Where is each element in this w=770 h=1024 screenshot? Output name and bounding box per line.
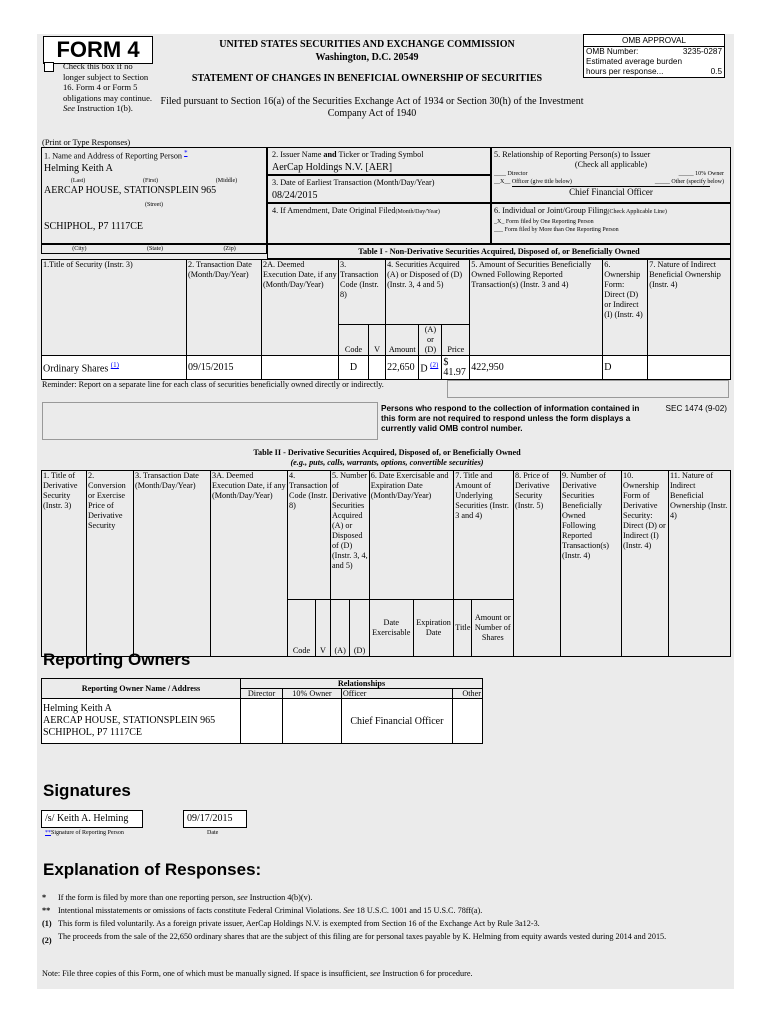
- city-sublabels: [41, 244, 267, 254]
- reminder-box: [42, 402, 378, 440]
- t2-c6: 6. Date Exercisable and Expiration Date (Month/Day/Year): [369, 471, 454, 600]
- note-see: see: [369, 969, 381, 978]
- t1-col7: 7. Nature of Indirect Beneficial Ownership (Instr. 4): [648, 260, 731, 356]
- t2-s-title: Title: [454, 600, 472, 657]
- checkbox-label: [63, 61, 155, 114]
- t1-col4: 4. Securities Acquired (A) or Disposed of (D) (Instr. 3, 4 and 5): [386, 260, 470, 325]
- label-4: 4. If Amendment, Date Original Filed: [272, 206, 396, 215]
- t1-col5: 5. Amount of Securities Beneficially Owned Following Reported Transaction(s) (Instr. 3 and 4): [470, 260, 603, 356]
- t1-sub-aord: (A) or (D): [419, 325, 442, 356]
- t2-c10: 10. Ownership Form of Derivative Security: Direct (D) or Indirect (I) (Instr. 4): [622, 471, 669, 657]
- form-title: FORM 4: [43, 36, 153, 64]
- note-a: Note: File three copies of this Form, one of which must be manually signed. If space is insufficient,: [42, 969, 368, 978]
- list-item: [42, 905, 728, 916]
- n3-mark: (1): [42, 919, 52, 928]
- reminder-text: Reminder: Report on a separate line for each class of securities beneficially owned directly or indirectly.: [42, 380, 384, 389]
- agency-heading: [187, 38, 547, 64]
- zip-label: (Zip): [223, 246, 236, 252]
- list-item: [42, 931, 728, 946]
- ro-officer-value: Chief Financial Officer: [341, 699, 452, 744]
- t1-row-price-symbol: $: [443, 356, 449, 368]
- print-type-note: (Print or Type Responses): [42, 137, 131, 147]
- t1-row-code: D: [339, 356, 369, 380]
- signature-value: /s/ Keith A. Helming: [41, 810, 143, 828]
- t1-sub-price: Price: [442, 325, 470, 356]
- relationship-row-1: [492, 170, 730, 178]
- issuer-name: AerCap Holdings N.V. [AER]: [272, 162, 393, 173]
- relationship-cell: [491, 147, 731, 203]
- label-4-small: (Month/Day/Year): [395, 209, 440, 215]
- middle-label: (Middle): [215, 177, 238, 184]
- relationship-row-2: [492, 178, 730, 186]
- filing-cell: [491, 203, 731, 244]
- reminder-box-right: [447, 380, 729, 398]
- filing-label: [492, 204, 730, 218]
- n2-text: [58, 905, 482, 916]
- state-label: (State): [147, 246, 163, 252]
- label-5b: (Check all applicable): [574, 160, 648, 169]
- table2-subtitle: (e.g., puts, calls, warrants, options, convertible securities): [290, 458, 484, 467]
- t1-row-v: [369, 356, 386, 380]
- reporting-owners-heading: Reporting Owners: [43, 650, 191, 669]
- label-1: 1. Name and Address of Reporting Person: [44, 151, 183, 161]
- label-6-small: (Check Applicable Line): [607, 209, 667, 215]
- last-label: (Last): [70, 177, 86, 184]
- t1-row-form: D: [603, 356, 648, 380]
- t2-s-date-ex: Date Exercisable: [369, 600, 413, 657]
- n1-text: [58, 892, 312, 903]
- n2-mark: **: [42, 906, 51, 915]
- issuer-cell: [267, 147, 491, 175]
- explanation-list: [42, 892, 728, 948]
- ro-relationships: Relationships: [241, 679, 483, 689]
- rel-officer: __X__ Officer (give title below): [494, 179, 572, 185]
- label-2b: and: [323, 150, 337, 159]
- amendment-cell: [267, 203, 491, 244]
- name-sublabels: [42, 175, 266, 185]
- t1-row-aord-text: D: [420, 363, 428, 375]
- n1a: If the form is filed by more than one reporting person,: [58, 893, 236, 902]
- t2-s-d: (D): [350, 600, 369, 657]
- omb-hours: 0.5: [710, 67, 722, 76]
- star-footnote-link[interactable]: *: [184, 150, 188, 157]
- reporting-person-name: Helming Keith A: [44, 162, 113, 174]
- t1-row-aord: [419, 356, 442, 380]
- omb-number: 3235-0287: [682, 47, 722, 56]
- t2-s-v: V: [315, 600, 330, 657]
- ro-10owner: 10% Owner: [283, 689, 342, 699]
- t2-s-amount: Amount or Number of Shares: [472, 600, 514, 657]
- n1-mark: *: [42, 893, 47, 902]
- table1: [41, 259, 731, 380]
- filed-pursuant: Filed pursuant to Section 16(a) of the Securities Exchange Act of 1934 or Section 30(h) of the Investment Company Act of 1940: [160, 96, 584, 119]
- t1-col3: 3. Transaction Code (Instr. 8): [339, 260, 386, 325]
- officer-title: Chief Financial Officer: [512, 186, 710, 197]
- t1-sub-amount: Amount: [386, 325, 419, 356]
- table2: [41, 470, 731, 657]
- table1-header-row: [42, 260, 731, 325]
- ro-name-address: [42, 699, 241, 744]
- t2-s-code: Code: [288, 600, 316, 657]
- ro-col-name: Reporting Owner Name / Address: [42, 679, 241, 699]
- earliest-date: 08/24/2015: [272, 190, 318, 201]
- t1-row-price-value: 41.97: [443, 366, 466, 378]
- ro-addr1: AERCAP HOUSE, STATIONSPLEIN 965: [43, 715, 216, 726]
- label-3: 3. Date of Earliest Transaction (Month/Day/Year): [272, 178, 435, 187]
- agency-name: UNITED STATES SECURITIES AND EXCHANGE COMMISSION: [219, 39, 515, 50]
- reporting-person-cell: [41, 147, 267, 244]
- t1-sub-code: Code: [339, 325, 369, 356]
- reporting-address: AERCAP HOUSE, STATIONSPLEIN 965: [44, 184, 217, 196]
- amendment-label: [268, 204, 490, 218]
- earliest-transaction-cell: [267, 175, 491, 203]
- ro-addr2: SCHIPHOL, P7 1117CE: [43, 727, 142, 738]
- ro-director-value: [241, 699, 283, 744]
- sig-label-text: Signature of Reporting Person: [51, 830, 124, 836]
- table1-title: Table I - Non-Derivative Securities Acquired, Disposed of, or Beneficially Owned: [267, 244, 731, 259]
- table2-title: Table II - Derivative Securities Acquired, Disposed of, or Beneficially Owned: [253, 448, 521, 457]
- list-item: [42, 892, 728, 903]
- t2-c4: 4. Transaction Code (Instr. 8): [288, 471, 331, 600]
- label-2c: Ticker or Trading Symbol: [338, 150, 424, 159]
- ro-10owner-value: [283, 699, 342, 744]
- omb-title: OMB APPROVAL: [584, 35, 724, 47]
- omb-burden-label: Estimated average burden: [586, 57, 683, 66]
- form-page: [37, 34, 734, 989]
- first-label: (First): [143, 177, 158, 184]
- t2-c11: 11. Nature of Indirect Beneficial Ownership (Instr. 4): [669, 471, 731, 657]
- ro-other: Other: [452, 689, 482, 699]
- no-longer-subject-checkbox[interactable]: [44, 62, 54, 72]
- ro-officer: Officer: [341, 689, 452, 699]
- t1-col6: 6. Ownership Form: Direct (D) or Indirect (I) (Instr. 4): [603, 260, 648, 356]
- t1-row-price: [442, 356, 470, 380]
- t1-sub-v: V: [369, 325, 386, 356]
- t1-row-owned: 422,950: [470, 356, 603, 380]
- checkbox-see: See: [63, 103, 75, 114]
- table-row: [42, 356, 731, 380]
- t1-col2: 2. Transaction Date (Month/Day/Year): [187, 260, 262, 356]
- footnote-1-link[interactable]: (1): [110, 361, 119, 370]
- street-label: (Street): [145, 201, 163, 208]
- t1-row-deemed: [262, 356, 339, 380]
- table2-header-row: [42, 471, 731, 600]
- footnote-2-link[interactable]: (2): [430, 361, 439, 370]
- t2-c3a: 3A. Deemed Execution Date, if any (Month/Day/Year): [211, 471, 288, 657]
- t1-row-date: 09/15/2015: [187, 356, 262, 380]
- t2-s-a: (A): [330, 600, 349, 657]
- rel-director: ____ Director: [494, 171, 528, 177]
- city-label: (City): [72, 246, 87, 252]
- t1-row-amount: 22,650: [386, 356, 419, 380]
- t1-row-title-text: Ordinary Shares: [43, 363, 109, 375]
- filing-more: ___ Form filed by More than One Reporting Person: [494, 227, 619, 233]
- filing-one: _X_ Form filed by One Reporting Person: [494, 219, 594, 225]
- t1-col1: 1.Title of Security (Instr. 3): [42, 260, 187, 356]
- file-note: [42, 968, 728, 979]
- sig-star-link[interactable]: **: [45, 830, 51, 836]
- statement-title: STATEMENT OF CHANGES IN BENEFICIAL OWNERSHIP OF SECURITIES: [191, 73, 543, 84]
- omb-approval-box: [583, 34, 725, 78]
- omb-hours-label: hours per response...: [586, 67, 664, 76]
- note-b: Instruction 6 for procedure.: [382, 969, 473, 978]
- signature-label: [45, 830, 124, 836]
- table-row: [42, 699, 483, 744]
- signature-date-label: Date: [207, 830, 219, 836]
- checkbox-instr: Instruction 1(b).: [77, 103, 133, 114]
- rel-other: _____ Other (specify below): [654, 179, 724, 185]
- t1-row-title: [42, 356, 187, 380]
- ro-director: Director: [241, 689, 283, 699]
- t1-row-nature: [648, 356, 731, 380]
- checkbox-text: Check this box if no longer subject to Section 16. Form 4 or Form 5 obligations may continue.: [63, 61, 153, 103]
- ro-name: Helming Keith A: [43, 703, 112, 714]
- reporting-city: SCHIPHOL, P7 1117CE: [44, 220, 143, 232]
- n2see: See: [343, 906, 355, 915]
- t2-c9: 9. Number of Derivative Securities Beneficially Owned Following Reported Transaction(s) (Instr. 4): [561, 471, 622, 657]
- reporting-owners-table: [41, 678, 483, 744]
- signatures-heading: Signatures: [43, 781, 131, 800]
- t2-c5: 5. Number of Derivative Securities Acquired (A) or Disposed of (D) (Instr. 3, 4, and 5): [330, 471, 369, 600]
- t2-c7: 7. Title and Amount of Underlying Securities (Instr. 3 and 4): [454, 471, 514, 600]
- t1-col2a: 2A. Deemed Execution Date, if any (Month/Day/Year): [262, 260, 339, 356]
- sec-form-number: SEC 1474 (9-02): [665, 404, 727, 413]
- persons-notice: Persons who respond to the collection of information contained in this form are not required to respond unless the form displays a currently valid OMB control number.: [381, 404, 640, 433]
- issuer-label: [268, 148, 490, 162]
- agency-address: Washington, D.C. 20549: [315, 52, 419, 63]
- n4-text: The proceeds from the sale of the 22,650 ordinary shares that are the subject of this filing are for personal taxes payable by K. Helming from equity awards vested during 2014 and 2015.: [58, 932, 667, 941]
- n4-mark: (2): [42, 936, 52, 945]
- n1see: see: [237, 893, 248, 902]
- label-2a: 2. Issuer Name: [272, 150, 322, 159]
- t2-c8: 8. Price of Derivative Security (Instr. 5): [514, 471, 561, 657]
- list-item: [42, 918, 728, 929]
- n2a: Intentional misstatements or omissions of facts constitute Federal Criminal Violations.: [58, 906, 342, 915]
- n3-text: This form is filed voluntarily. As a foreign private issuer, AerCap Holdings N.V. is exempted from Section 16 of the Exchange Act by Rule 3a12-3.: [58, 919, 540, 928]
- t2-s-exp: Expiration Date: [413, 600, 453, 657]
- explanation-heading: Explanation of Responses:: [43, 860, 262, 879]
- table2-heading: [42, 448, 732, 468]
- label-6: 6. Individual or Joint/Group Filing: [494, 206, 608, 215]
- reporting-person-label: [42, 148, 266, 163]
- n2b: 18 U.S.C. 1001 and 15 U.S.C. 78ff(a).: [356, 906, 483, 915]
- ro-header-row: [42, 679, 483, 689]
- t2-c1: 1. Title of Derivative Security (Instr. 3): [42, 471, 87, 657]
- ro-other-value: [452, 699, 482, 744]
- signature-date: 09/17/2015: [183, 810, 247, 828]
- t2-c2: 2. Conversion or Exercise Price of Derivative Security: [87, 471, 134, 657]
- t2-c3: 3. Transaction Date (Month/Day/Year): [134, 471, 211, 657]
- omb-number-label: OMB Number:: [586, 47, 639, 56]
- label-5: 5. Relationship of Reporting Person(s) to Issuer: [494, 150, 651, 159]
- n1b: Instruction 4(b)(v).: [249, 893, 313, 902]
- rel-10owner: _____ 10% Owner: [678, 171, 724, 177]
